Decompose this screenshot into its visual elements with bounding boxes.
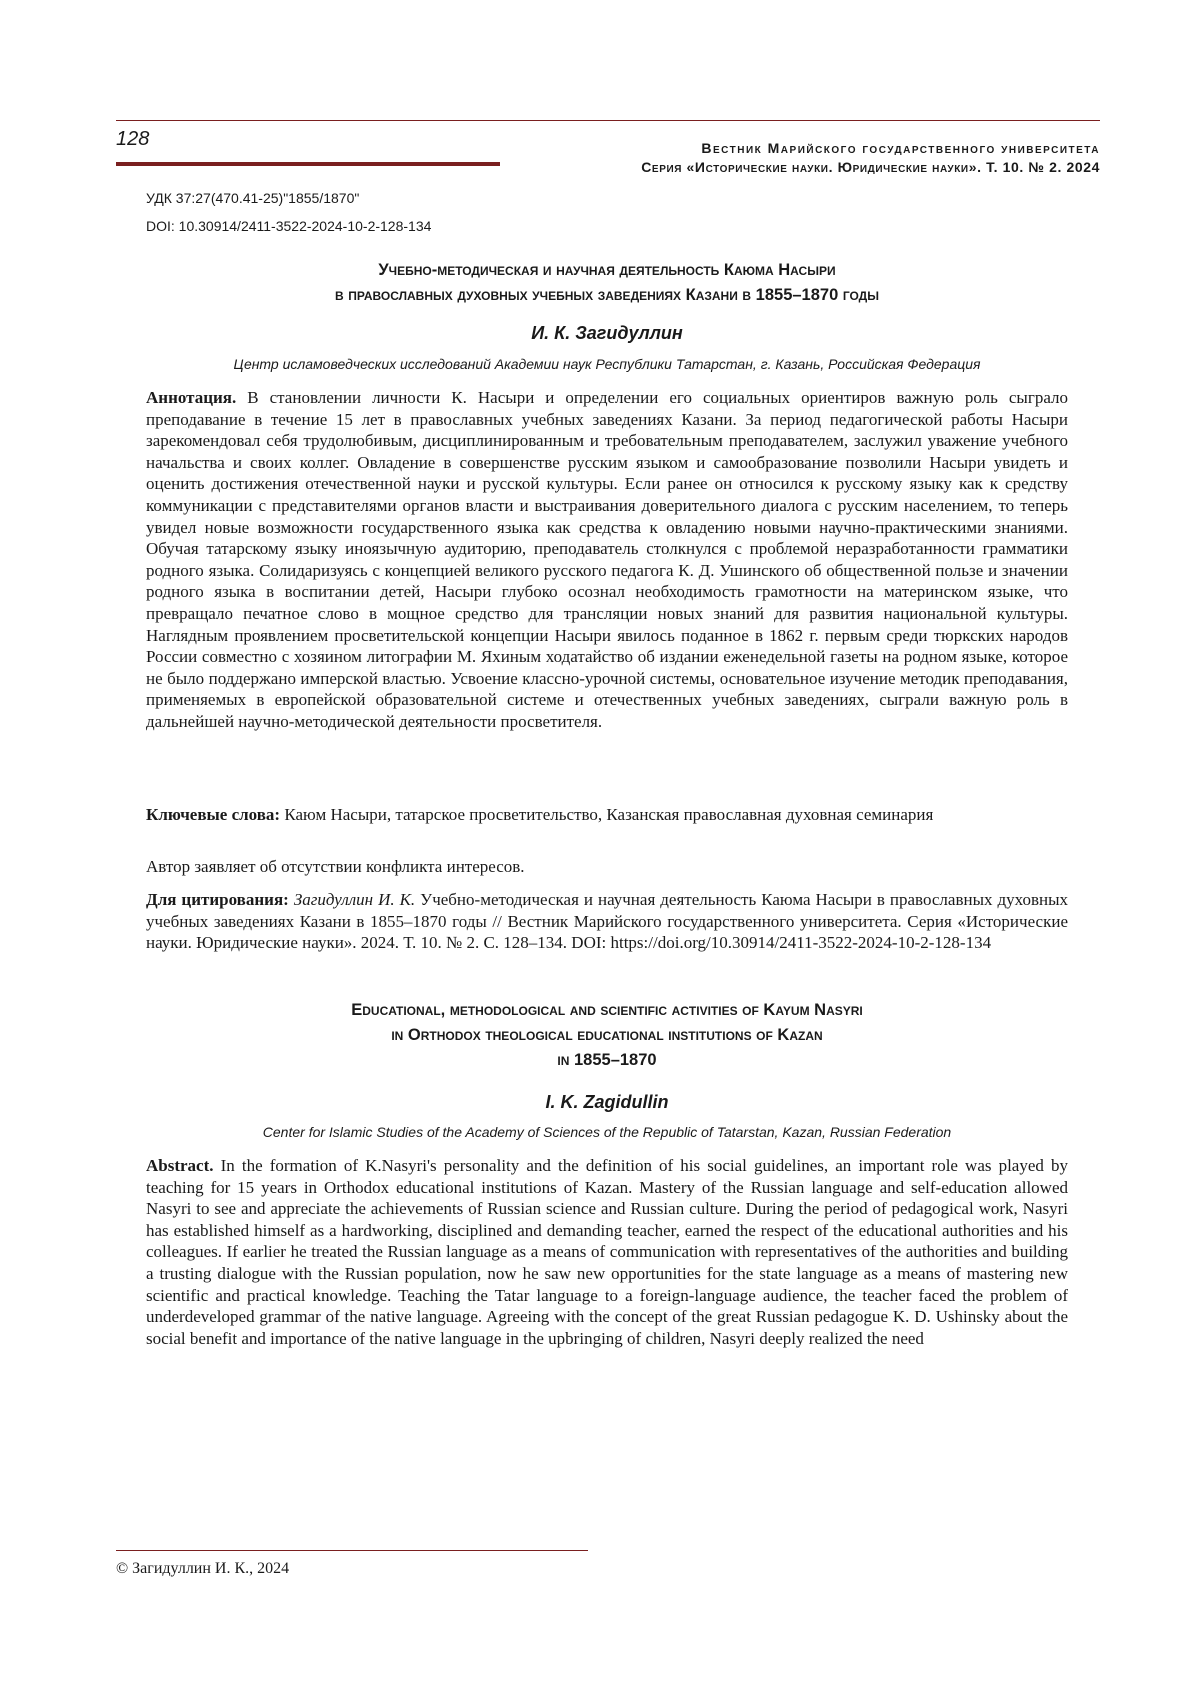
en-title-line-1: Educational, methodological and scientific activities of Kayum Nasyri [351,1001,863,1019]
en-title-line-2: in Orthodox theological educational institutions of Kazan [391,1026,823,1044]
ru-title-line-1: Учебно-методическая и научная деятельность Каюма Насыри [378,261,836,279]
ru-annotation-label: Аннотация. [146,388,237,407]
header-accent-rule [116,162,500,166]
header-top-rule [116,120,1100,121]
ru-keywords-label: Ключевые слова: [146,805,281,824]
citation [146,889,1068,954]
journal-running-head [641,139,1100,177]
en-abstract [146,1155,1068,1349]
footnote-rule [116,1550,588,1551]
ru-annotation [146,387,1068,733]
ru-annotation-text: В становлении личности К. Насыри и определении его социальных ориентиров важную роль сыграло преподавание в течение 15 лет в православных учебных заведениях Казани. За период педагогической работы Насыри зарекомендовал себя трудолюбивым, дисциплинированным и требовательным преподавателем, заслужил уважение учебного начальства и своих коллег. Овладение в совершенстве русским языком и самообразование позволили Насыри увидеть и оценить достижения отечественной науки и русской культуры. Если ранее он относился к русскому языку как к средству коммуникации с представителями органов власти и выстраивания доверительного диалога с русским населением, то теперь увидел новые возможности государственного языка как средства к овладению новыми научно-практическими знаниями. Обучая татарскому языку иноязычную аудиторию, преподаватель столкнулся с проблемой неразработанности грамматики родного языка. Солидаризуясь с концепцией великого русского педагога К. Д. Ушинского об общественной пользе и значении родного языка в воспитании детей, Насыри глубоко осознал необходимость грамотности на материнском языке, что превращало печатное слово в мощное средство для трансляции новых знаний для развития национальной культуры. Наглядным проявлением просветительской концепции Насыри явилось поданное в 1862 г. первым среди тюркских народов России совместно с хозяином литографии М. Яхиным ходатайство об издании еженедельной газеты на родном языке, которое не было поддержано имперской властью. Усвоение классно-урочной системы, основательное изучение методик преподавания, применяемых в европейской образовательной системе и отечественных учебных заведениях, сыграли важную роль в дальнейшей научно-методической деятельности просветителя. [146,388,1069,731]
en-affiliation: Center for Islamic Studies of the Academy of Sciences of the Republic of Tatarstan, Kazan, Russian Federation [262,1124,952,1140]
ru-affiliation: Центр исламоведческих исследований Академии наук Республики Татарстан, г. Казань, Российская Федерация [233,356,981,372]
ru-keywords-text: Каюм Насыри, татарское просветительство, Казанская православная духовная семинария [284,805,934,824]
journal-title: Вестник Марийского государственного университета [701,140,1100,156]
udk-code: УДК 37:27(470.41-25)"1855/1870" [146,190,360,206]
page-number: 128 [116,128,150,150]
conflict-statement: Автор заявляет об отсутствии конфликта интересов. [146,857,525,876]
en-author: I. K. Zagidullin [545,1092,669,1112]
citation-author: Загидуллин И. К. [293,890,416,909]
en-title [146,998,1068,1073]
doi-line: DOI: 10.30914/2411-3522-2024-10-2-128-134 [146,218,432,234]
copyright-notice: © Загидуллин И. К., 2024 [116,1560,290,1577]
citation-text: Учебно-методическая и научная деятельность Каюма Насыри в православных духовных учебных заведениях Казани в 1855–1870 годы // Вестник Марийского государственного университета. Серия «Исторические науки. Юридические науки». 2024. Т. 10. № 2. С. 128–134. DOI: https://doi.org/10.30914/2411-3522-2024-10-2-128-134 [146,890,1069,953]
ru-keywords [146,804,1068,826]
en-abstract-text: In the formation of K.Nasyri's personality and the definition of his social guidelines, an important role was played by teaching for 15 years in Orthodox educational institutions of Kazan. Mastery of the Russian language and self-education allowed Nasyri to see and appreciate the achievements of Russian science and Russian culture. During the period of pedagogical work, Nasyri has established himself as a hardworking, disciplined and demanding teacher, earned the respect of the educational authorities and his colleagues. If earlier he treated the Russian language as a means of communication with representatives of the authorities and building a trusting dialogue with the Russian population, now he saw new opportunities for the state language as a means of mastering new scientific and practical knowledge. Teaching the Tatar language to a foreign-language audience, the teacher faced the problem of underdeveloped grammar of the native language. Agreeing with the concept of the great Russian pedagogue K. D. Ushinsky about the social benefit and importance of the native language in the upbringing of children, Nasyri deeply realized the need [146,1156,1068,1348]
en-abstract-label: Abstract. [146,1156,214,1175]
ru-title-line-2: в православных духовных учебных заведениях Казани в 1855–1870 годы [335,286,879,304]
journal-series: Серия «Исторические науки. Юридические науки». Т. 10. № 2. 2024 [641,159,1100,175]
citation-label: Для цитирования: [146,890,289,909]
ru-author: И. К. Загидуллин [531,323,683,343]
en-title-line-3: in 1855–1870 [557,1051,657,1069]
ru-title [146,258,1068,308]
